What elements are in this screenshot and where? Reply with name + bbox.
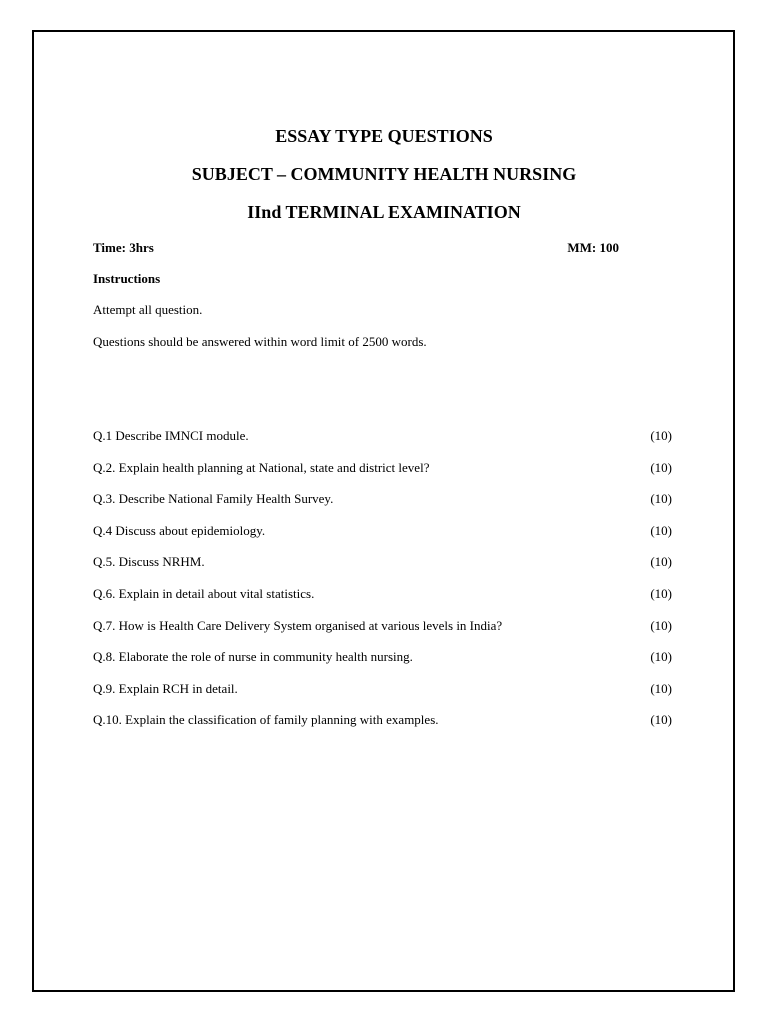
question-text: Q.9. Explain RCH in detail.: [93, 680, 238, 696]
question-text: Q.7. How is Health Care Delivery System organised at various levels in India?: [93, 617, 503, 633]
question-marks: (10): [650, 428, 672, 443]
subject-heading: SUBJECT – COMMUNITY HEALTH NURSING: [191, 164, 577, 184]
question-text: Q.4 Discuss about epidemiology.: [93, 522, 266, 538]
question-marks: (10): [650, 459, 672, 475]
instructions-heading: Instructions: [93, 271, 161, 286]
question-item: [93, 490, 675, 522]
question-text: Q.2. Explain health planning at National, state and district level?: [93, 459, 430, 475]
question-marks: (10): [650, 554, 672, 570]
question-item: [93, 459, 675, 491]
exam-meta-row: [93, 240, 619, 258]
document-title: ESSAY TYPE QUESTIONS: [275, 126, 493, 146]
question-marks: (10): [650, 491, 672, 507]
question-item: [93, 711, 675, 743]
question-marks: (10): [650, 680, 672, 696]
question-marks: (10): [650, 712, 672, 728]
question-text: Q.10. Explain the classification of family planning with examples.: [93, 712, 439, 728]
question-item: [93, 648, 675, 680]
max-marks-label: MM: 100: [567, 240, 619, 255]
question-item: [93, 617, 675, 649]
question-text: Q.6. Explain in detail about vital statistics.: [93, 585, 315, 601]
question-marks: (10): [650, 649, 672, 665]
question-marks: (10): [650, 522, 672, 538]
question-item: [93, 522, 675, 554]
question-text: Q.8. Elaborate the role of nurse in community health nursing.: [93, 649, 413, 665]
question-item: [93, 553, 675, 585]
instruction-line: Questions should be answered within word limit of 2500 words.: [93, 334, 427, 349]
exam-heading: IInd TERMINAL EXAMINATION: [247, 202, 521, 222]
question-text: Q.1 Describe IMNCI module.: [93, 428, 249, 443]
question-item: [93, 585, 675, 617]
question-marks: (10): [650, 585, 672, 601]
question-item: [93, 680, 675, 712]
time-label: Time: 3hrs: [93, 240, 154, 255]
instruction-line: Attempt all question.: [93, 302, 203, 317]
question-marks: (10): [650, 617, 672, 633]
question-list: [93, 427, 675, 743]
question-text: Q.5. Discuss NRHM.: [93, 554, 205, 570]
question-text: Q.3. Describe National Family Health Survey.: [93, 491, 334, 507]
question-item: [93, 427, 675, 459]
